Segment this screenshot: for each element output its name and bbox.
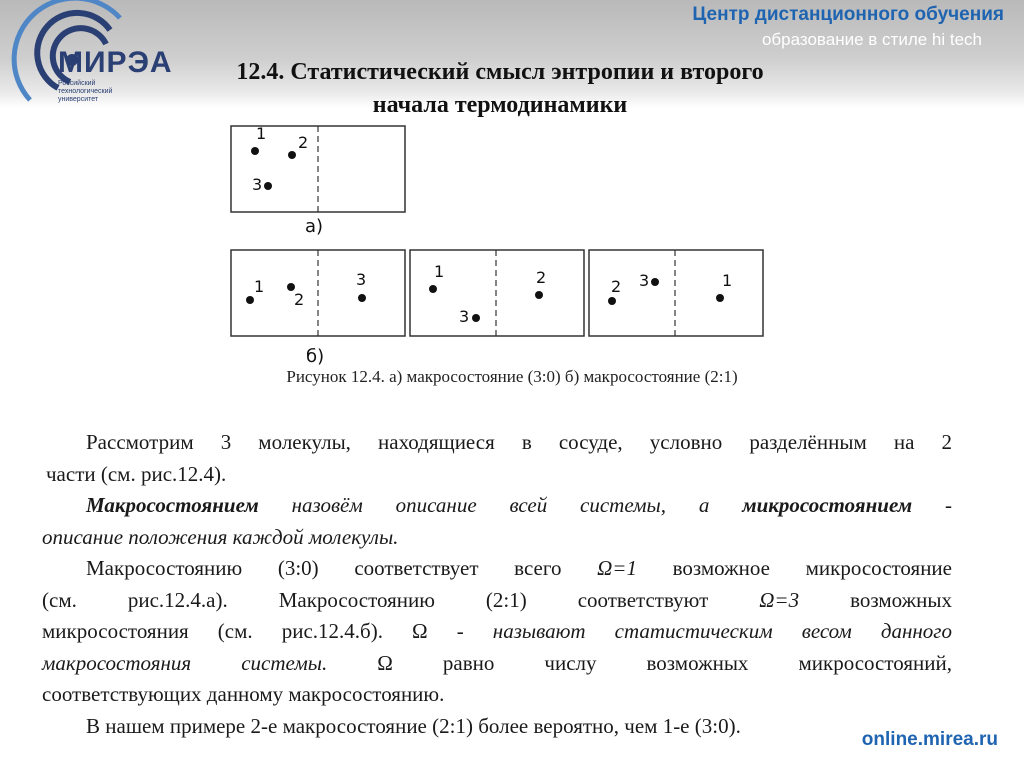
- figure-label-a: а): [305, 216, 324, 237]
- molecule-1: [246, 296, 254, 304]
- paragraph-4: В нашем примере 2-е макросостояние (2:1) более вероятно, чем 1-е (3:0).: [86, 713, 741, 738]
- molecule-label-2: 2: [298, 133, 309, 152]
- p3-line3-b: называют статистическим весом данного: [492, 619, 952, 643]
- title-line-1: 12.4. Статистический смысл энтропии и второго: [236, 59, 764, 85]
- center-title: Центр дистанционного обучения: [692, 4, 1004, 25]
- vessel-a: [231, 124, 405, 212]
- molecule-3: [264, 182, 272, 190]
- p3-line3-a: микросостояния (см. рис.12.4.б). Ω -: [42, 619, 493, 643]
- paragraph-2-line-1: [42, 490, 952, 522]
- p3-line1-a: Макросостоянию (3:0) соответствует всего: [86, 556, 598, 580]
- omega-equals-1: Ω=1: [597, 556, 637, 580]
- title-line-2: начала термодинамики: [372, 92, 628, 118]
- logo-wordmark: МИРЭА: [58, 46, 173, 79]
- molecule-label-1: 1: [254, 277, 265, 296]
- molecule-2: [608, 297, 616, 305]
- paragraph-3-line-2: [42, 585, 952, 617]
- vessel-b2: [410, 250, 584, 336]
- p3-line4-a: макросостояния системы.: [42, 650, 328, 675]
- logo-subtitle: Российский технологический университет: [58, 80, 113, 103]
- vessel-b1: [231, 250, 405, 336]
- molecule-label-1: 1: [256, 124, 267, 143]
- molecule-2: [288, 151, 296, 159]
- molecule-label-2: 2: [611, 277, 622, 296]
- footer-link[interactable]: online.mirea.ru: [861, 729, 998, 750]
- term-macrostate: Макросостоянием: [86, 493, 259, 517]
- molecule-3: [358, 294, 366, 302]
- molecule-label-3: 3: [459, 307, 470, 326]
- paragraph-3-line-4: [42, 648, 952, 680]
- molecule-1: [429, 285, 437, 293]
- paragraph-3-line-1: [42, 553, 952, 585]
- paragraph-2-mid: назовём описание всей системы, а: [258, 493, 743, 517]
- molecule-label-3: 3: [639, 271, 650, 290]
- figure-caption: Рисунок 12.4. а) макросостояние (3:0) б) макросостояние (2:1): [286, 367, 738, 386]
- molecule-3: [651, 278, 659, 286]
- vessel-b3: [589, 250, 763, 336]
- paragraph-1-line-2: части (см. рис.12.4).: [46, 461, 227, 486]
- molecule-2: [535, 291, 543, 299]
- paragraph-3-line-5: соответствующих данному макросостоянию.: [42, 682, 445, 706]
- p3-line4-b: Ω равно числу возможных микросостояний,: [327, 650, 953, 675]
- paragraph-2-tail: -: [912, 493, 952, 517]
- molecule-1: [251, 147, 259, 155]
- omega-equals-3: Ω=3: [759, 587, 800, 612]
- body-text: [42, 427, 952, 742]
- term-microstate: микросостоянием: [742, 493, 913, 517]
- paragraph-2-line-2: описание положения каждой молекулы.: [42, 524, 399, 549]
- molecule-label-1: 1: [722, 271, 733, 290]
- molecule-label-2: 2: [294, 290, 305, 309]
- paragraph-1-line-1: Рассмотрим 3 молекулы, находящиеся в сосуде, условно разделённым на 2: [86, 430, 952, 454]
- p3-line2-b: возможных: [799, 587, 952, 612]
- paragraph-3-line-3: [42, 616, 952, 648]
- p3-line2-a: (см. рис.12.4.а). Макросостоянию (2:1) соответствуют: [42, 587, 760, 612]
- figure-label-b: б): [306, 346, 325, 367]
- molecule-1: [716, 294, 724, 302]
- molecule-label-2: 2: [536, 268, 547, 287]
- center-subtitle: образование в стиле hi tech: [761, 30, 982, 49]
- molecule-label-3: 3: [252, 175, 263, 194]
- p3-line1-b: возможное микросостояние: [636, 556, 952, 580]
- molecule-label-1: 1: [434, 262, 445, 281]
- molecule-3: [472, 314, 480, 322]
- molecule-label-3: 3: [356, 270, 367, 289]
